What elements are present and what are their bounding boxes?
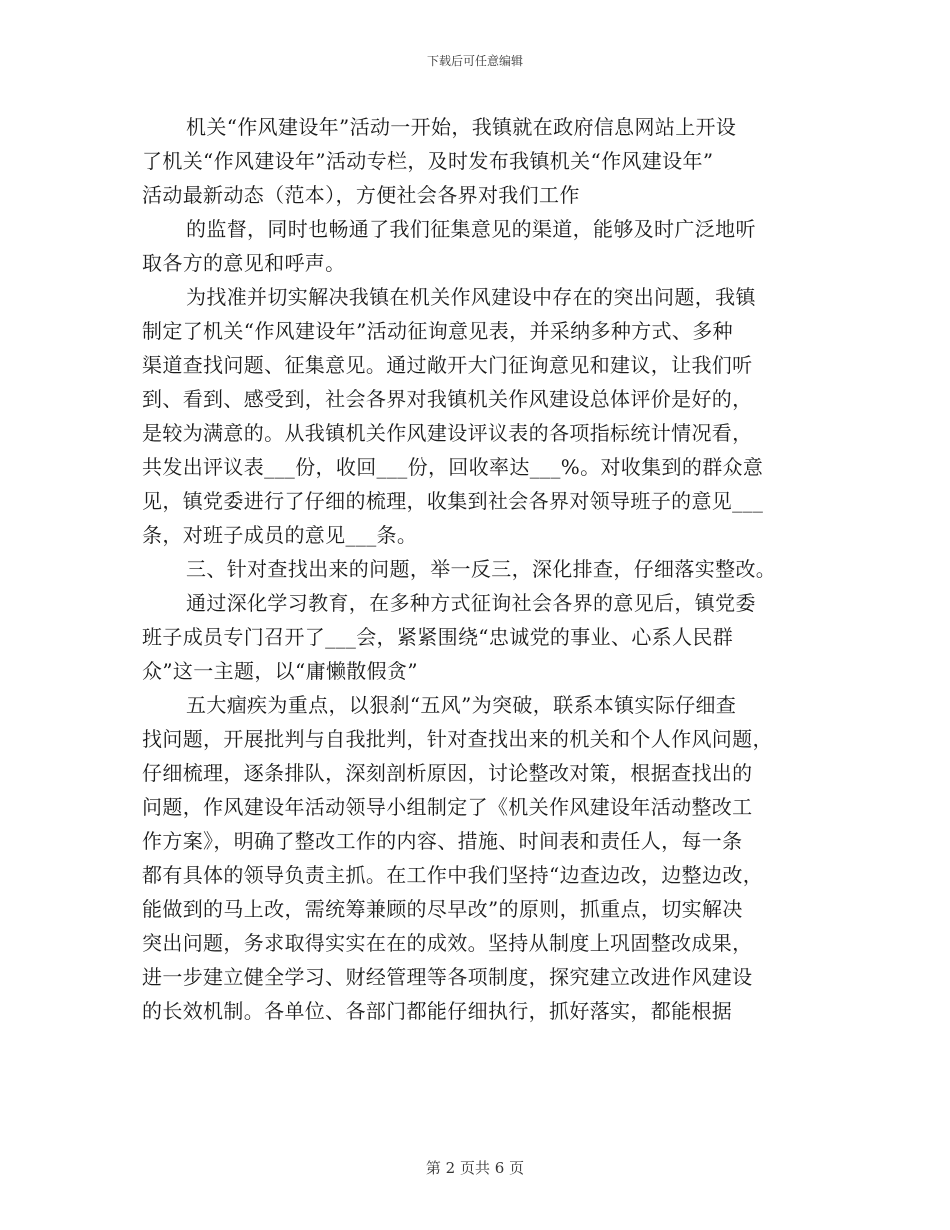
text-line: 众”这一主题，以“庸懒散假贪” [142, 659, 418, 683]
page-header: 下载后可任意编辑 [426, 54, 523, 68]
text-line: 进一步建立健全学习、财经管理等各项制度，探究建立改进作风建设 [142, 965, 753, 989]
text-line: 机关“作风建设年”活动一开始，我镇就在政府信息网站上开设 [186, 115, 737, 139]
text-line: 能做到的马上改，需统筹兼顾的尽早改”的原则，抓重点，切实解决 [142, 897, 743, 921]
text-line: 五大痼疾为重点，以狠刹“五风”为突破，联系本镇实际仔细查 [186, 693, 737, 717]
text-line: 共发出评议表___份，收回___份，回收率达___%。对收集到的群众意 [142, 455, 764, 479]
document-body [142, 110, 814, 1028]
text-line: 见，镇党委进行了仔细的梳理，收集到社会各界对领导班子的意见___ [142, 489, 764, 513]
text-line: 仔细梳理，逐条排队，深刻剖析原因，讨论整改对策，根据查找出的 [142, 761, 753, 785]
text-line: 为找准并切实解决我镇在机关作风建设中存在的突出问题，我镇 [186, 285, 756, 309]
text-line: 活动最新动态（范本），方便社会各界对我们工作 [142, 183, 580, 207]
text-line: 都有具体的领导负责主抓。在工作中我们坚持“边查边改，边整边改， [142, 863, 764, 887]
text-line: 找问题，开展批判与自我批判，针对查找出来的机关和个人作风问题， [142, 727, 773, 751]
text-line: 的长效机制。各单位、各部门都能仔细执行，抓好落实，都能根据 [142, 999, 733, 1023]
page-number: 第 2 页共 6 页 [425, 1159, 525, 1177]
text-line: 到、看到、感受到，社会各界对我镇机关作风建设总体评价是好的， [142, 387, 753, 411]
text-line: 制定了机关“作风建设年”活动征询意见表，并采纳多种方式、多种 [142, 319, 733, 343]
text-line: 作方案》，明确了整改工作的内容、措施、时间表和责任人，每一条 [142, 829, 743, 853]
text-line: 了机关“作风建设年”活动专栏，及时发布我镇机关“作风建设年” [142, 149, 714, 173]
text-line: 渠道查找问题、征集意见。通过敞开大门征询意见和建议，让我们听 [142, 353, 753, 377]
text-line: 是较为满意的。从我镇机关作风建设评议表的各项指标统计情况看， [142, 421, 753, 445]
text-line: 的监督，同时也畅通了我们征集意见的渠道，能够及时广泛地听 [186, 217, 756, 241]
text-line: 通过深化学习教育，在多种方式征询社会各界的意见后，镇党委 [186, 591, 756, 615]
section-heading: 三、针对查找出来的问题，举一反三，深化排查，仔细落实整改。 [186, 557, 777, 581]
text-line: 取各方的意见和呼声。 [142, 251, 346, 275]
text-line: 问题，作风建设年活动领导小组制定了《机关作风建设年活动整改工 [142, 795, 753, 819]
text-line: 班子成员专门召开了___会，紧紧围绕“忠诚党的事业、心系人民群 [142, 625, 734, 649]
text-line: 突出问题，务求取得实实在在的成效。坚持从制度上巩固整改成果， [142, 931, 753, 955]
text-line: 条，对班子成员的意见___条。 [142, 523, 418, 547]
